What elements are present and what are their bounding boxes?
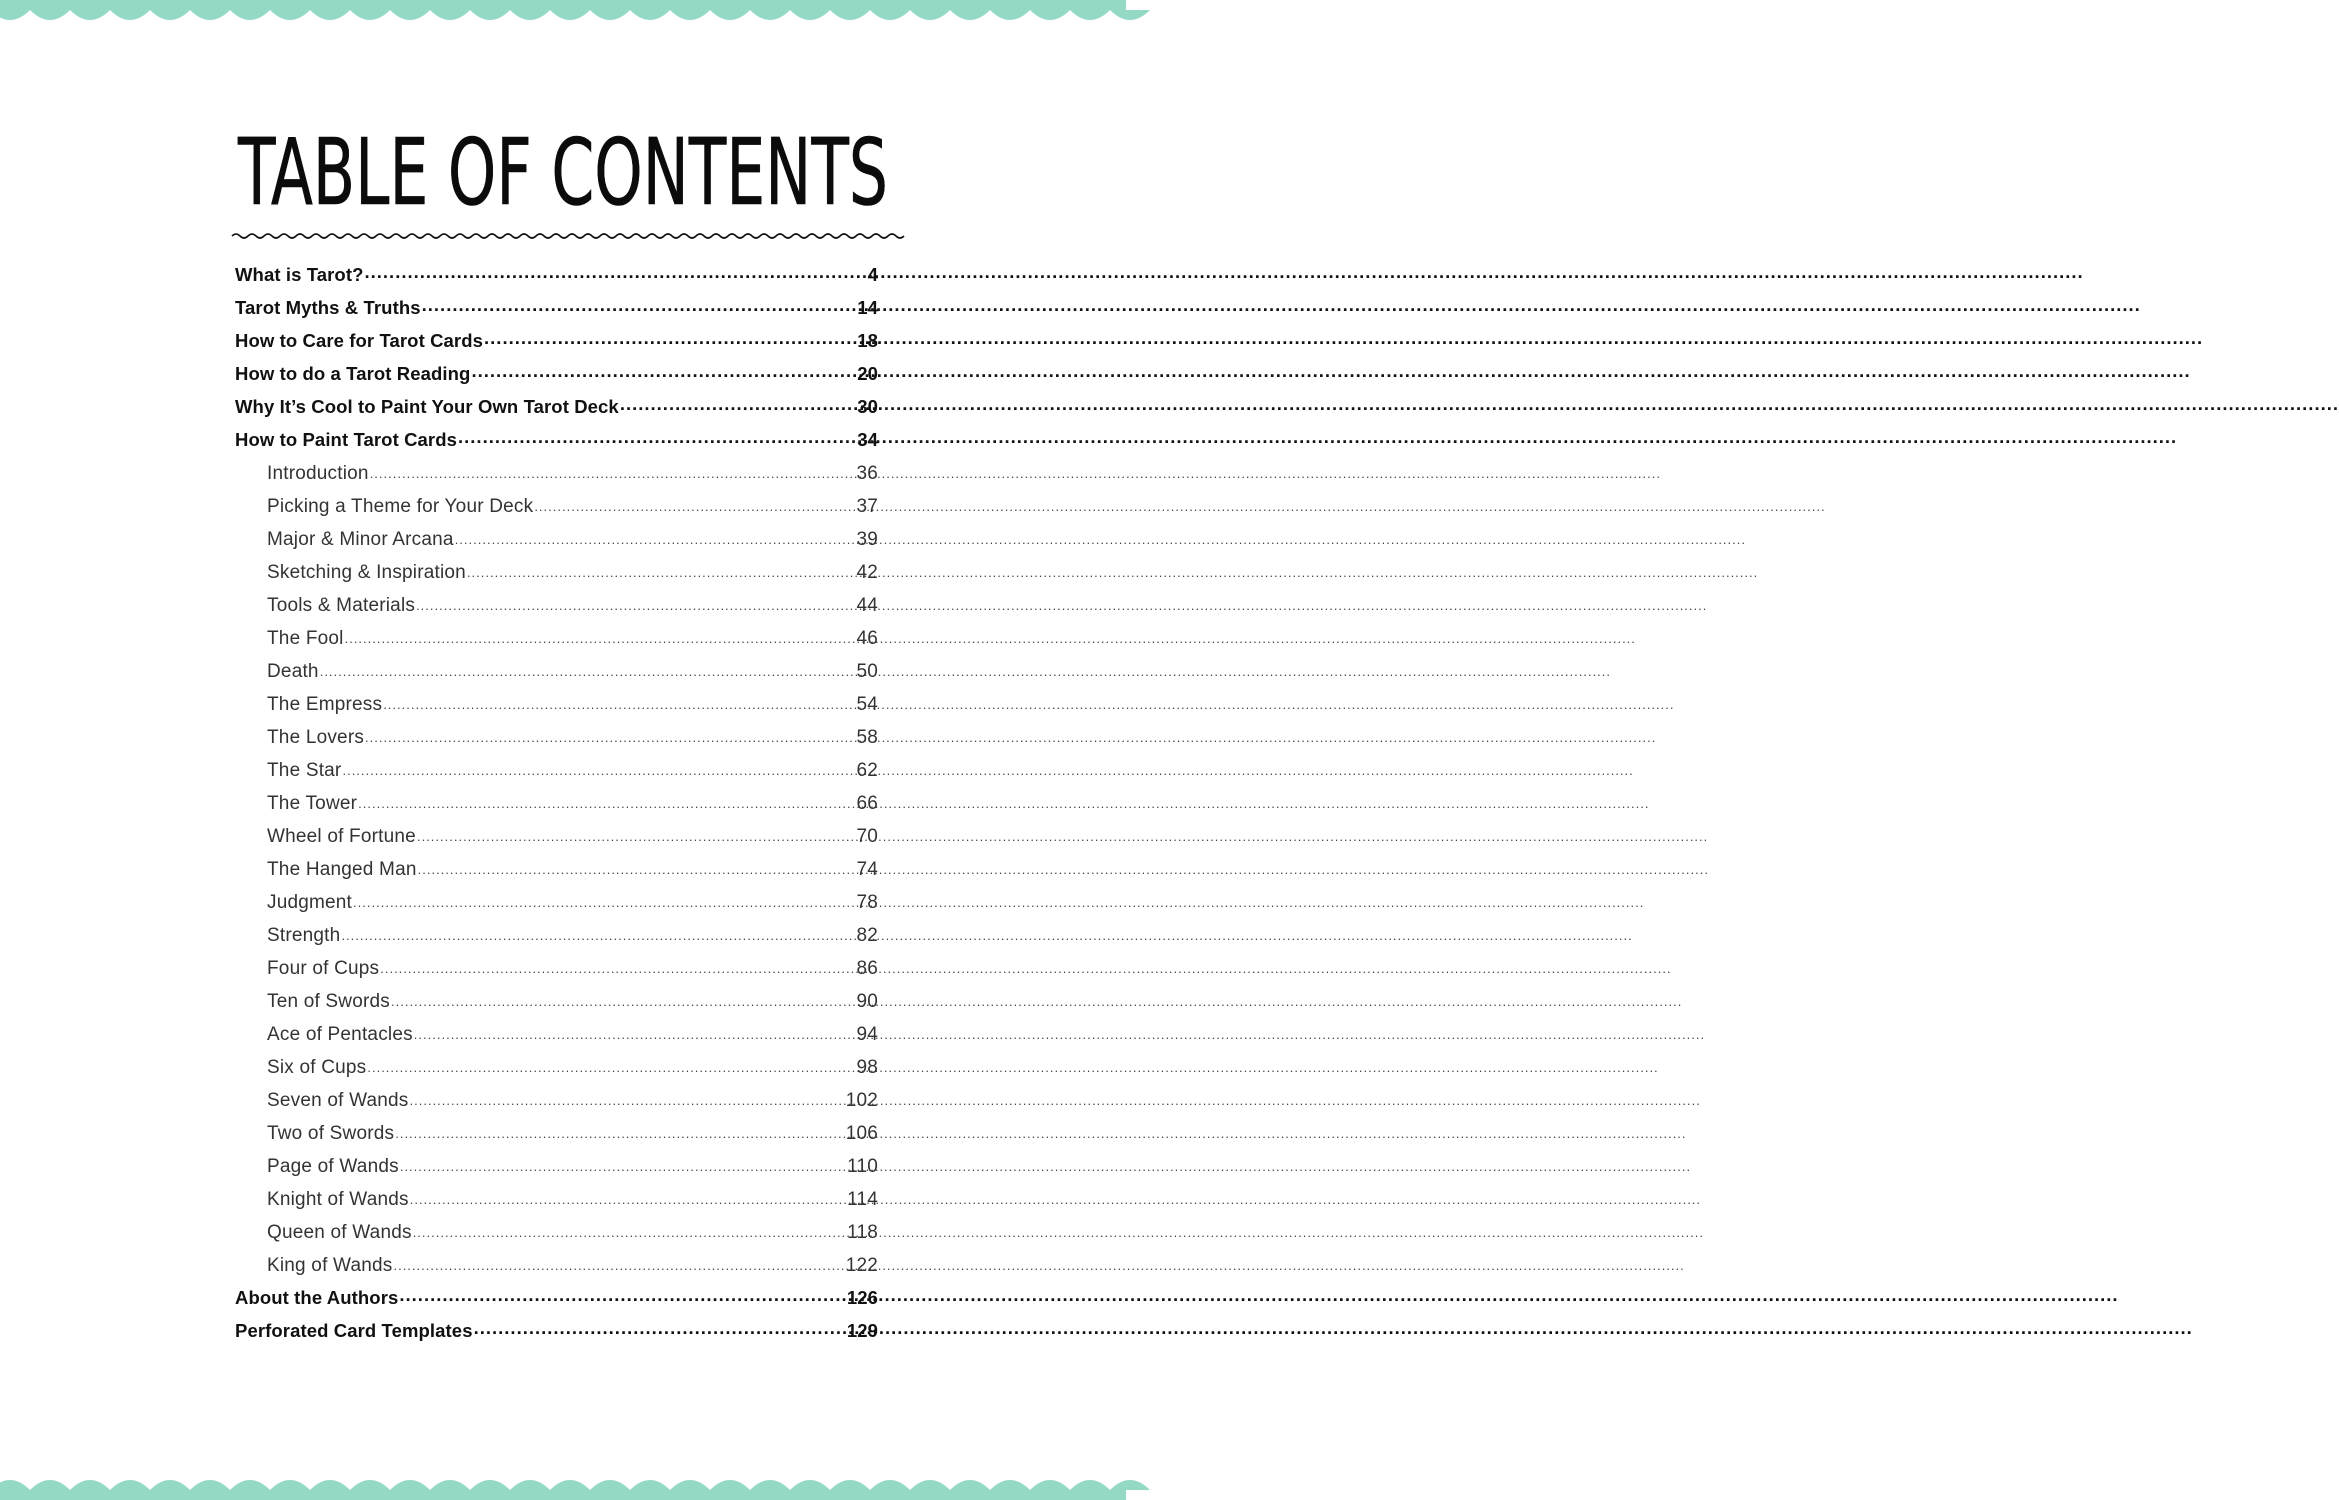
wavy-divider	[232, 226, 894, 246]
svg-text:TABLE OF CONTENTS: TABLE OF CONTENTS	[237, 119, 889, 226]
toc-subentry[interactable]	[235, 1252, 878, 1285]
toc-entry-label: Tools & Materials	[267, 595, 416, 616]
toc-entry-label: Ace of Pentacles	[267, 1024, 413, 1045]
toc-entry-label: Six of Cups	[267, 1057, 367, 1078]
dot-leader	[416, 592, 855, 611]
toc-subentry[interactable]	[235, 658, 878, 691]
toc-entry-page-number: 86	[856, 958, 878, 979]
toc-entry-page-number: 44	[856, 595, 878, 616]
toc-entry-page-number: 90	[856, 991, 878, 1012]
toc-subentry[interactable]	[235, 691, 878, 724]
toc-entry-page-number: 30	[857, 395, 878, 417]
dot-leader	[353, 889, 855, 908]
toc-entry-page-number: 114	[847, 1189, 878, 1210]
toc-entry-page-number: 42	[856, 562, 878, 583]
toc-entry-label: How to do a Tarot Reading	[235, 362, 471, 384]
toc-entry-page-number: 18	[857, 329, 878, 351]
dot-leader	[620, 394, 856, 413]
toc-entry-label: The Fool	[267, 628, 344, 649]
dot-leader	[345, 625, 856, 644]
dot-leader	[417, 823, 856, 842]
toc-entry-label: How to Paint Tarot Cards	[235, 428, 458, 450]
toc-entry-page-number: 82	[856, 925, 878, 946]
toc-entry-label: The Empress	[267, 694, 383, 715]
toc-subentry[interactable]	[235, 460, 878, 493]
toc-entry-page-number: 102	[845, 1090, 878, 1111]
toc-entry-label: The Hanged Man	[267, 859, 417, 880]
dot-leader	[320, 658, 856, 677]
dot-leader	[467, 559, 856, 578]
toc-entry-label: What is Tarot?	[235, 263, 364, 285]
dot-leader	[367, 1054, 855, 1073]
toc-subentry[interactable]	[235, 526, 878, 559]
toc-entry[interactable]	[235, 427, 878, 460]
toc-entry-label: Queen of Wands	[267, 1222, 412, 1243]
toc-entry-label: Picking a Theme for Your Deck	[267, 496, 534, 517]
dot-leader	[484, 328, 856, 347]
dot-leader	[471, 361, 856, 380]
toc-entry-label: Strength	[267, 925, 341, 946]
toc-entry-page-number: 46	[856, 628, 878, 649]
toc-subentry[interactable]	[235, 757, 878, 790]
toc-entry-page-number: 74	[856, 859, 878, 880]
toc-entry-label: Wheel of Fortune	[267, 826, 416, 847]
dot-leader	[410, 1087, 845, 1106]
top-scallop-border	[0, 0, 1126, 30]
dot-leader	[380, 955, 855, 974]
toc-entry-label: How to Care for Tarot Cards	[235, 329, 484, 351]
toc-entry[interactable]	[235, 1318, 878, 1351]
toc-subentry[interactable]	[235, 1120, 878, 1153]
toc-entry[interactable]	[235, 361, 878, 394]
toc-entry-label: Why It’s Cool to Paint Your Own Tarot Deck	[235, 395, 619, 417]
toc-entry-page-number: 66	[856, 793, 878, 814]
dot-leader	[358, 790, 855, 809]
dot-leader	[414, 1021, 856, 1040]
dot-leader	[393, 1252, 844, 1271]
toc-entry[interactable]	[235, 1285, 878, 1318]
dot-leader	[383, 691, 855, 710]
toc-subentry[interactable]	[235, 922, 878, 955]
toc-entry-page-number: 70	[856, 826, 878, 847]
dot-leader	[370, 460, 856, 479]
toc-subentry[interactable]	[235, 724, 878, 757]
dot-leader	[365, 262, 867, 281]
toc-entry-label: Introduction	[267, 463, 369, 484]
toc-subentry[interactable]	[235, 1087, 878, 1120]
toc-entry-page-number: 126	[846, 1286, 878, 1308]
toc-entry-page-number: 50	[856, 661, 878, 682]
toc-entry-label: Page of Wands	[267, 1156, 399, 1177]
toc-entry-page-number: 110	[847, 1156, 878, 1177]
toc-subentry[interactable]	[235, 1219, 878, 1252]
dot-leader	[400, 1153, 846, 1172]
dot-leader	[455, 526, 856, 545]
dot-leader	[395, 1120, 844, 1139]
page-title	[230, 118, 896, 226]
dot-leader	[422, 295, 857, 314]
toc-entry[interactable]	[235, 394, 878, 427]
dot-leader	[474, 1318, 846, 1337]
toc-subentry[interactable]	[235, 988, 878, 1021]
toc-entry-label: Tarot Myths & Truths	[235, 296, 421, 318]
toc-entry-label: King of Wands	[267, 1255, 393, 1276]
toc-subentry[interactable]	[235, 493, 878, 526]
dot-leader	[399, 1285, 845, 1304]
toc-entry[interactable]	[235, 262, 878, 295]
toc-entry[interactable]	[235, 328, 878, 361]
toc-entry-label: Two of Swords	[267, 1123, 395, 1144]
toc-entry-page-number: 14	[857, 296, 878, 318]
toc-entry-label: Perforated Card Templates	[235, 1319, 473, 1341]
toc-subentry[interactable]	[235, 1153, 878, 1186]
toc-subentry[interactable]	[235, 1021, 878, 1054]
dot-leader	[534, 493, 855, 512]
toc-entry-page-number: 39	[856, 529, 878, 550]
bottom-scallop-border	[0, 1470, 1126, 1500]
toc-entry-page-number: 58	[856, 727, 878, 748]
toc-entry-label: About the Authors	[235, 1286, 399, 1308]
toc-entry-page-number: 106	[845, 1123, 878, 1144]
toc-entry[interactable]	[235, 295, 878, 328]
toc-entry-label: Death	[267, 661, 319, 682]
toc-entry-page-number: 78	[856, 892, 878, 913]
dot-leader	[341, 922, 855, 941]
toc-entry-page-number: 118	[847, 1222, 878, 1243]
toc-subentry[interactable]	[235, 955, 878, 988]
toc-entry-label: The Star	[267, 760, 342, 781]
dot-leader	[418, 856, 856, 875]
toc-entry-label: The Tower	[267, 793, 358, 814]
toc-subentry[interactable]	[235, 823, 878, 856]
toc-entry-page-number: 36	[856, 463, 878, 484]
toc-entry-label: Sketching & Inspiration	[267, 562, 466, 583]
toc-entry-page-number: 54	[856, 694, 878, 715]
toc-entry-page-number: 37	[856, 496, 878, 517]
toc-entry-page-number: 34	[857, 428, 878, 450]
title-block	[230, 118, 896, 226]
toc-entry-page-number: 122	[845, 1255, 878, 1276]
toc-entry-label: Major & Minor Arcana	[267, 529, 454, 550]
dot-leader	[413, 1219, 846, 1238]
toc-subentry[interactable]	[235, 625, 878, 658]
toc-entry-page-number: 4	[867, 263, 878, 285]
dot-leader	[458, 427, 856, 446]
toc-subentry[interactable]	[235, 559, 878, 592]
toc-entry-label: Seven of Wands	[267, 1090, 409, 1111]
toc-subentry[interactable]	[235, 856, 878, 889]
dot-leader	[410, 1186, 846, 1205]
table-of-contents	[235, 262, 878, 1351]
toc-entry-page-number: 129	[846, 1319, 878, 1341]
toc-entry-page-number: 20	[857, 362, 878, 384]
toc-entry-label: Ten of Swords	[267, 991, 390, 1012]
toc-subentry[interactable]	[235, 790, 878, 823]
dot-leader	[342, 757, 855, 776]
toc-entry-page-number: 94	[856, 1024, 878, 1045]
toc-subentry[interactable]	[235, 1186, 878, 1219]
toc-entry-page-number: 98	[856, 1057, 878, 1078]
toc-entry-label: Judgment	[267, 892, 353, 913]
toc-entry-label: Knight of Wands	[267, 1189, 409, 1210]
toc-entry-label: Four of Cups	[267, 958, 380, 979]
toc-subentry[interactable]	[235, 889, 878, 922]
toc-entry-page-number: 62	[856, 760, 878, 781]
toc-subentry[interactable]	[235, 1054, 878, 1087]
dot-leader	[391, 988, 855, 1007]
toc-subentry[interactable]	[235, 592, 878, 625]
toc-entry-label: The Lovers	[267, 727, 365, 748]
dot-leader	[365, 724, 855, 743]
